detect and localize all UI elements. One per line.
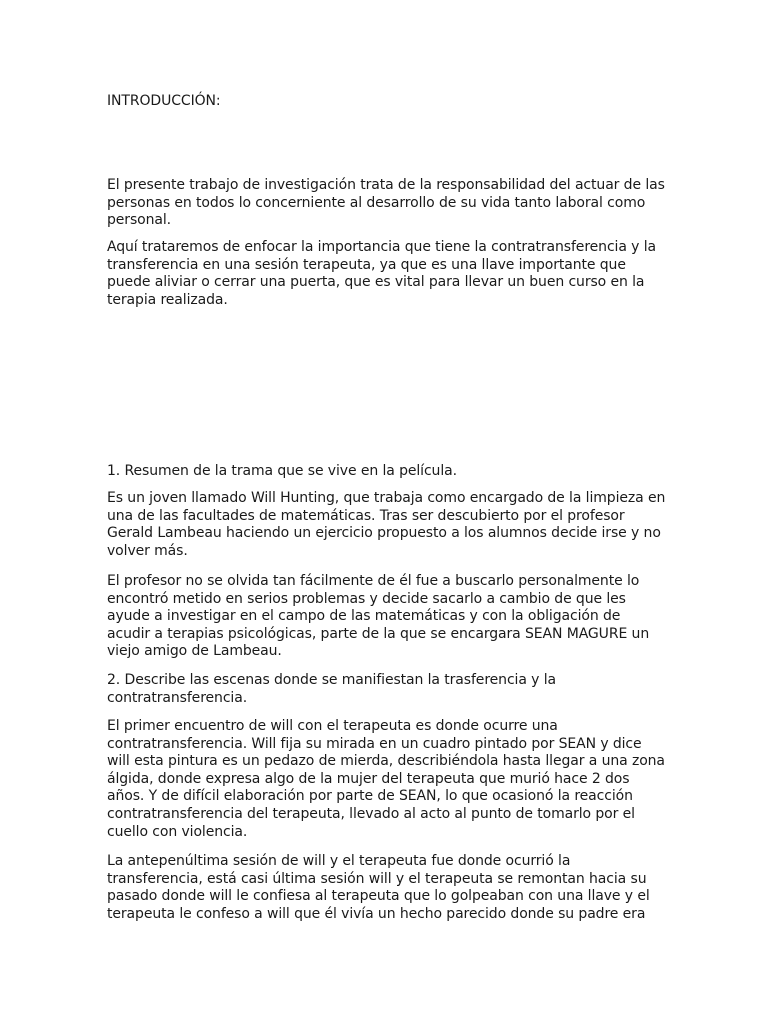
question-2-heading: 2. Describe las escenas donde se manifiestan la trasferencia y la contratransferencia. xyxy=(107,672,556,706)
intro-paragraph-2: Aquí trataremos de enfocar la importancia que tiene la contratransferencia y la transferencia en una sesión terapeuta, ya que es una llave importante que puede aliviar o cerrar una puerta, que es vital para llevar un buen curso en la terapia realizada. xyxy=(107,239,656,308)
summary-paragraph-1: Es un joven llamado Will Hunting, que trabaja como encargado de la limpieza en una de las facultades de matemáticas. Tras ser descubierto por el profesor Gerald Lambeau haciendo un ejercicio propuesto a los alumnos decide irse y no volver más. xyxy=(107,490,666,559)
scene-paragraph-1: El primer encuentro de will con el terapeuta es donde ocurre una contratransferencia. Will fija su mirada en un cuadro pintado por SEAN y dice will esta pintura es un pedazo de mierda, describiéndola hasta llegar a una zona álgida, donde expresa algo de la mujer del terapeuta que murió hace 2 dos años. Y de difícil elaboración por parte de SEAN, lo que ocasionó la reacción contratransferencia del terapeuta, llevado al acto al punto de tomarlo por el cuello con violencia. xyxy=(107,718,665,840)
question-1-heading: 1. Resumen de la trama que se vive en la película. xyxy=(107,463,457,479)
scene-paragraph-2: La antepenúltima sesión de will y el terapeuta fue donde ocurrió la transferencia, está casi última sesión will y el terapeuta se remontan hacia su pasado donde will le confiesa al terapeuta que lo golpeaban con una llave y el terapeuta le confeso a will que él vivía un hecho parecido donde su padre era xyxy=(107,853,650,922)
document-heading: INTRODUCCIÓN: xyxy=(107,93,221,109)
summary-paragraph-2: El profesor no se olvida tan fácilmente de él fue a buscarlo personalmente lo encontró metido en serios problemas y decide sacarlo a cambio de que les ayude a investigar en el campo de las matemáticas y con la obligación de acudir a terapias psicológicas, parte de la que se encargara SEAN MAGURE un viejo amigo de Lambeau. xyxy=(107,573,650,660)
intro-paragraph-1: El presente trabajo de investigación trata de la responsabilidad del actuar de las personas en todos lo concerniente al desarrollo de su vida tanto laboral como personal. xyxy=(107,177,665,229)
